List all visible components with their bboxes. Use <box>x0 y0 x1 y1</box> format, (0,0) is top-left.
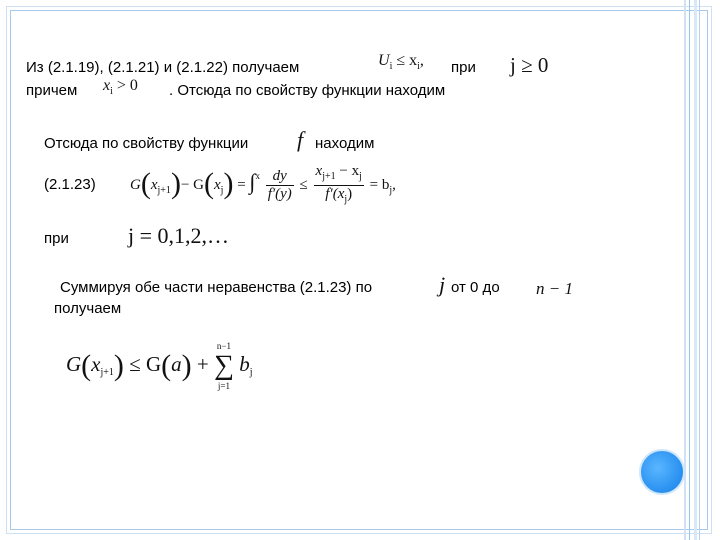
paragraph-sum: Суммируя обе части неравенства (2.1.23) по <box>60 279 373 296</box>
word-pri-2: при <box>44 230 69 247</box>
paragraph-line-2: . Отсюда по свойству функции находим <box>169 82 446 99</box>
word-poluchaem: получаем <box>54 300 122 317</box>
right-decor-stripe <box>694 0 697 540</box>
word-ot-do: от 0 до <box>451 279 500 296</box>
function-f: f <box>297 127 304 152</box>
formula-j-geq-0: j ≥ 0 <box>510 53 549 77</box>
equation-number: (2.1.23) <box>44 176 96 193</box>
paragraph-line-1: Из (2.1.19), (2.1.21) и (2.1.22) получаем <box>26 59 300 76</box>
paragraph-line-3: Отсюда по свойству функции <box>44 135 249 152</box>
word-nahodim: находим <box>315 135 375 152</box>
formula-n-minus-1: n − 1 <box>536 279 573 298</box>
formula-j-list: j = 0,1,2,… <box>128 223 230 248</box>
right-decor-stripe <box>699 0 700 540</box>
index-j: j <box>439 272 446 297</box>
decor-blue-circle <box>639 449 685 495</box>
word-prichem: причем <box>26 82 78 99</box>
formula-u-leq-x: $U_i \le x_i$, <box>378 52 424 72</box>
right-decor-stripe <box>689 0 690 540</box>
final-inequality: $G(x_{j+1}) \le G(a)$ + n−1 ∑ j=1 $b_j$ <box>66 341 253 391</box>
right-decor-stripe <box>684 0 686 540</box>
word-pri: при <box>451 59 476 76</box>
formula-x-gt-0: $x_i > 0$ <box>103 77 138 97</box>
inequality-2-1-23: $G(x_{j+1})- G(x_j) = \int^x$ $\frac{dy}{f'(y)}$ ≤ $\frac{x_{j+1} - x_j}{f'(x_j)}$ = $b_j$, <box>130 163 396 205</box>
